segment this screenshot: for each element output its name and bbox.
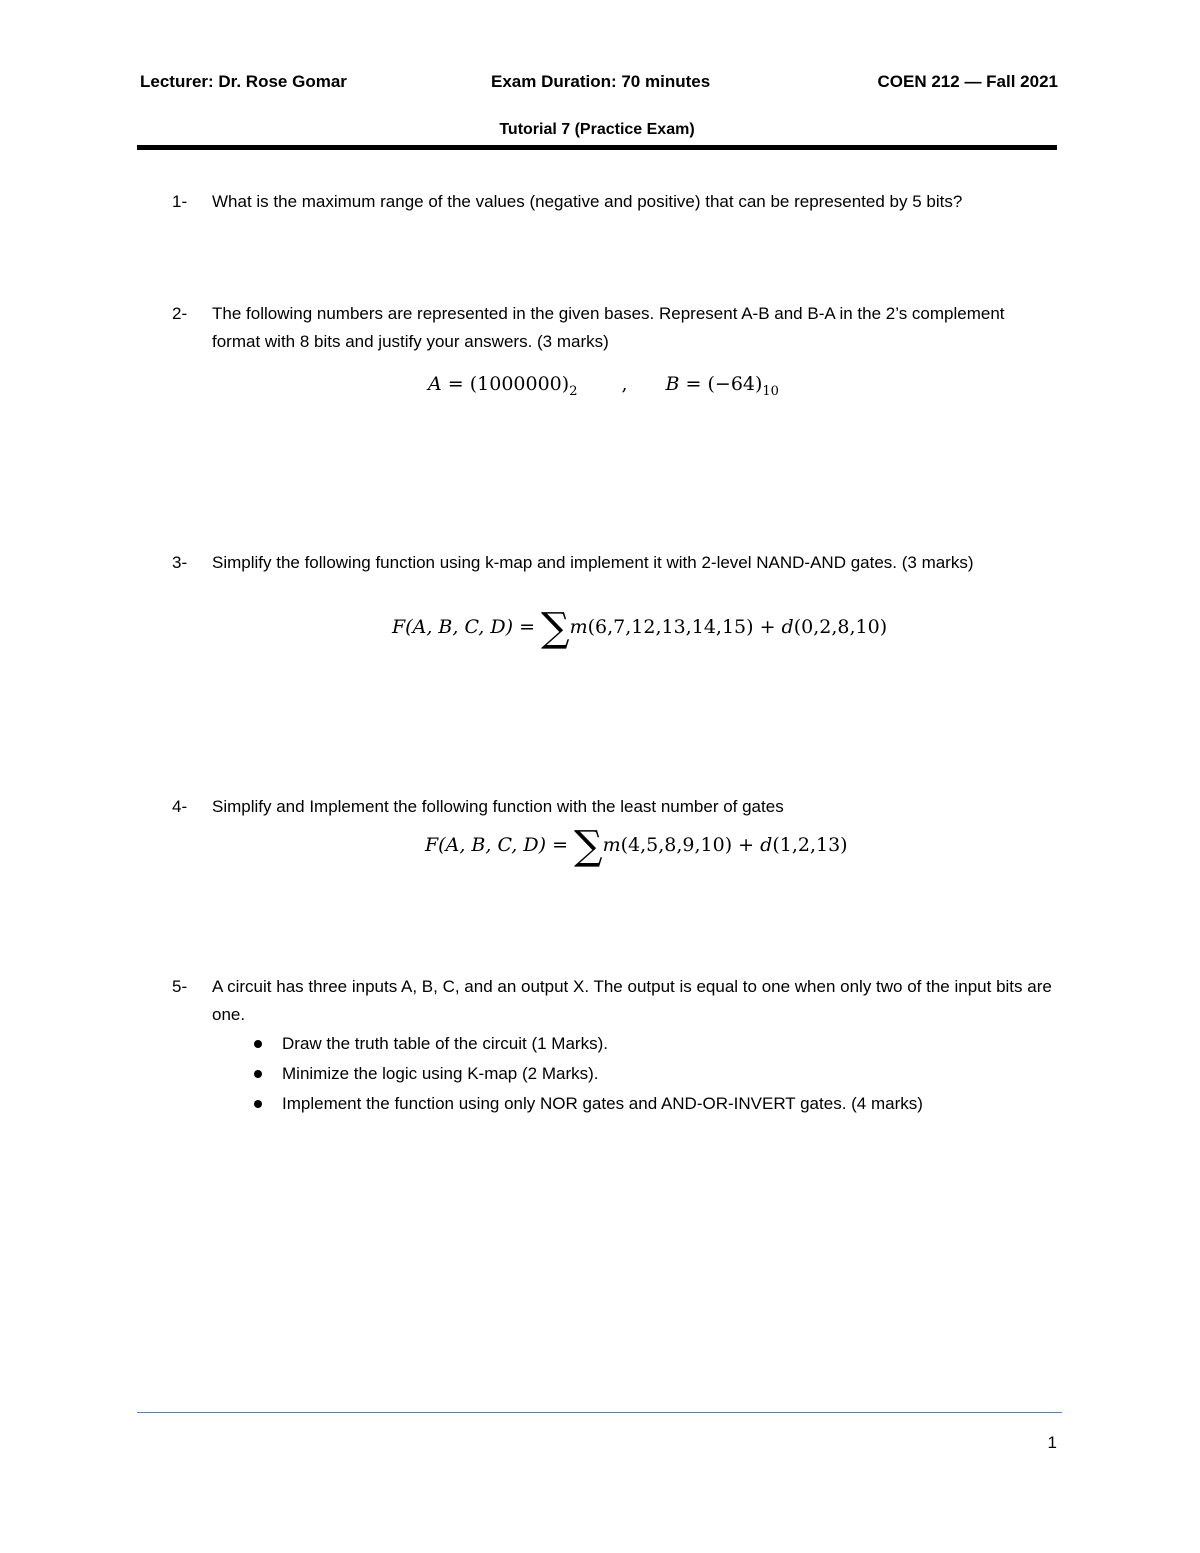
eq-lhs: F(A, B, C, D) = [392, 616, 542, 638]
question-text: A circuit has three inputs A, B, C, and an output X. The output is equal to one when only two of the input bits are one. [212, 977, 1052, 1024]
eq-value-b: (−64) [707, 373, 763, 395]
eq-m-func: m [569, 616, 588, 638]
eq-base-b: 10 [762, 384, 779, 399]
subtask-text: Draw the truth table of the circuit (1 Marks). [282, 1034, 608, 1053]
header-duration: Exam Duration: 70 minutes [491, 72, 711, 91]
footer-divider [137, 1412, 1062, 1413]
list-item [244, 1029, 923, 1059]
header-course: COEN 212 — Fall 2021 [877, 72, 1058, 91]
equation-q3 [392, 605, 888, 651]
bullet-icon [254, 1040, 262, 1048]
header-lecturer: Lecturer: Dr. Rose Gomar [140, 72, 347, 91]
eq-lhs: F(A, B, C, D) = [425, 834, 575, 856]
header-divider [137, 145, 1057, 150]
question-number: 1- [172, 192, 188, 211]
list-item [244, 1059, 923, 1089]
question-5-subtasks [244, 1029, 923, 1119]
question-text: What is the maximum range of the values (negative and positive) that can be represented by 5 bits? [212, 192, 963, 211]
eq-equals: = [679, 373, 708, 395]
eq-minterms: (4,5,8,9,10) [620, 834, 733, 856]
question-number: 3- [172, 553, 188, 572]
question-text: Simplify the following function using k-map and implement it with 2-level NAND-AND gates. (3 marks) [212, 553, 974, 572]
eq-separator: , [621, 373, 628, 395]
eq-base-a: 2 [569, 384, 578, 399]
question-number: 5- [172, 977, 188, 996]
sigma-symbol: ∑ [541, 605, 570, 651]
eq-plus: + [732, 834, 761, 856]
eq-value-a: (1000000) [469, 373, 570, 395]
equation-q2 [428, 373, 779, 399]
eq-m-func: m [602, 834, 621, 856]
question-text: Simplify and Implement the following function with the least number of gates [212, 797, 784, 816]
eq-d-func: d [781, 616, 794, 638]
page-number: 1 [1047, 1433, 1057, 1452]
question-text: The following numbers are represented in the given bases. Represent A-B and B-A in the 2’s complement format with 8 bits and justify your answers. (3 marks) [212, 304, 1005, 351]
subtask-text: Implement the function using only NOR gates and AND-OR-INVERT gates. (4 marks) [282, 1094, 923, 1113]
page-title: Tutorial 7 (Practice Exam) [499, 121, 695, 138]
subtask-text: Minimize the logic using K-map (2 Marks). [282, 1064, 599, 1083]
list-item [244, 1089, 923, 1119]
eq-d-func: d [760, 834, 773, 856]
question-number: 2- [172, 304, 188, 323]
sigma-symbol: ∑ [574, 823, 603, 869]
eq-equals: = [441, 373, 470, 395]
bullet-icon [254, 1070, 262, 1078]
eq-dont-cares: (1,2,13) [772, 834, 848, 856]
eq-minterms: (6,7,12,13,14,15) [587, 616, 754, 638]
question-number: 4- [172, 797, 188, 816]
eq-var-a: A [428, 373, 442, 395]
eq-dont-cares: (0,2,8,10) [793, 616, 888, 638]
bullet-icon [254, 1100, 262, 1108]
eq-var-b: B [665, 373, 680, 395]
equation-q4 [425, 823, 848, 869]
eq-plus: + [753, 616, 782, 638]
